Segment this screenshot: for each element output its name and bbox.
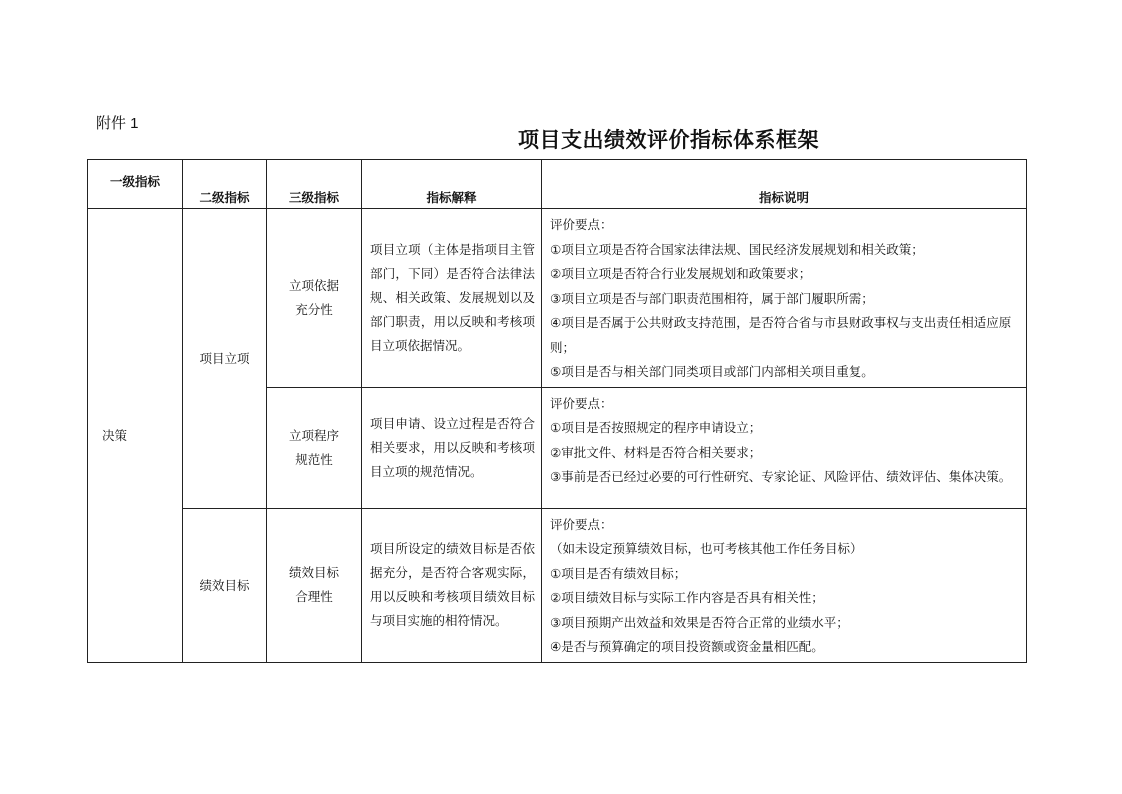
indicator-framework-table bbox=[87, 159, 1027, 663]
note-line: 评价要点： bbox=[550, 516, 613, 532]
note-line: （如未设定预算绩效目标，也可考核其他工作任务目标） bbox=[550, 541, 863, 556]
notes-cell bbox=[542, 508, 1027, 662]
header-description: 指标说明 bbox=[542, 160, 1027, 209]
note-line: ②审批文件、材料是否符合相关要求； bbox=[550, 444, 762, 460]
note-line: ①项目是否有绩效目标； bbox=[550, 565, 687, 581]
explanation-cell: 项目所设定的绩效目标是否依据充分，是否符合客观实际，用以反映和考核项目绩效目标与项目实施的相符情况。 bbox=[362, 508, 542, 662]
note-line: ①项目是否按照规定的程序申请设立； bbox=[550, 420, 762, 435]
note-line: 评价要点： bbox=[550, 395, 613, 411]
level3-cell bbox=[267, 387, 362, 508]
note-line: 评价要点： bbox=[550, 217, 613, 232]
note-line: ③事前是否已经过必要的可行性研究、专家论证、风险评估、绩效评估、集体决策。 bbox=[550, 469, 1012, 484]
table-row bbox=[88, 508, 1027, 662]
level3-line: 绩效目标 bbox=[288, 565, 339, 580]
header-level2: 二级指标 bbox=[183, 160, 267, 209]
note-line: ①项目立项是否符合国家法律法规、国民经济发展规划和相关政策； bbox=[550, 241, 924, 257]
header-explanation: 指标解释 bbox=[362, 160, 542, 209]
level3-line: 立项程序 bbox=[288, 427, 339, 443]
attachment-label: 附件 1 bbox=[96, 115, 139, 132]
note-line: ②项目绩效目标与实际工作内容是否具有相关性； bbox=[550, 590, 824, 605]
level3-line: 立项依据 bbox=[288, 277, 339, 293]
note-line: ③项目立项是否与部门职责范围相符，属于部门履职所需； bbox=[550, 290, 874, 306]
explanation-cell: 项目申请、设立过程是否符合相关要求，用以反映和考核项目立项的规范情况。 bbox=[362, 387, 542, 508]
table-header-row bbox=[88, 160, 1027, 209]
header-level1: 一级指标 bbox=[88, 160, 183, 209]
notes-cell bbox=[542, 209, 1027, 388]
level3-line: 充分性 bbox=[295, 301, 333, 317]
level3-cell bbox=[267, 508, 362, 662]
document-title: 项目支出绩效评价指标体系框架 bbox=[518, 127, 819, 152]
note-line: ④项目是否属于公共财政支持范围，是否符合省与市县财政事权与支出责任相适应原则； bbox=[550, 315, 1012, 355]
note-line: ④是否与预算确定的项目投资额或资金量相匹配。 bbox=[550, 639, 824, 654]
explanation-cell: 项目立项（主体是指项目主管部门，下同）是否符合法律法规、相关政策、发展规划以及部门职责，用以反映和考核项目立项依据情况。 bbox=[362, 209, 542, 388]
note-line: ②项目立项是否符合行业发展规划和政策要求； bbox=[550, 266, 812, 281]
note-line: ⑤项目是否与相关部门同类项目或部门内部相关项目重复。 bbox=[550, 364, 874, 379]
level2-cell-performance-target: 绩效目标 bbox=[183, 508, 267, 662]
header-level3: 三级指标 bbox=[267, 160, 362, 209]
table-row bbox=[88, 209, 1027, 388]
level2-cell-project-approval: 项目立项 bbox=[183, 209, 267, 509]
level1-cell-decision: 决策 bbox=[88, 209, 183, 663]
note-line: ③项目预期产出效益和效果是否符合正常的业绩水平； bbox=[550, 614, 849, 630]
level3-line: 规范性 bbox=[295, 451, 333, 467]
level3-cell bbox=[267, 209, 362, 388]
level3-line: 合理性 bbox=[295, 589, 333, 604]
notes-cell bbox=[542, 387, 1027, 508]
